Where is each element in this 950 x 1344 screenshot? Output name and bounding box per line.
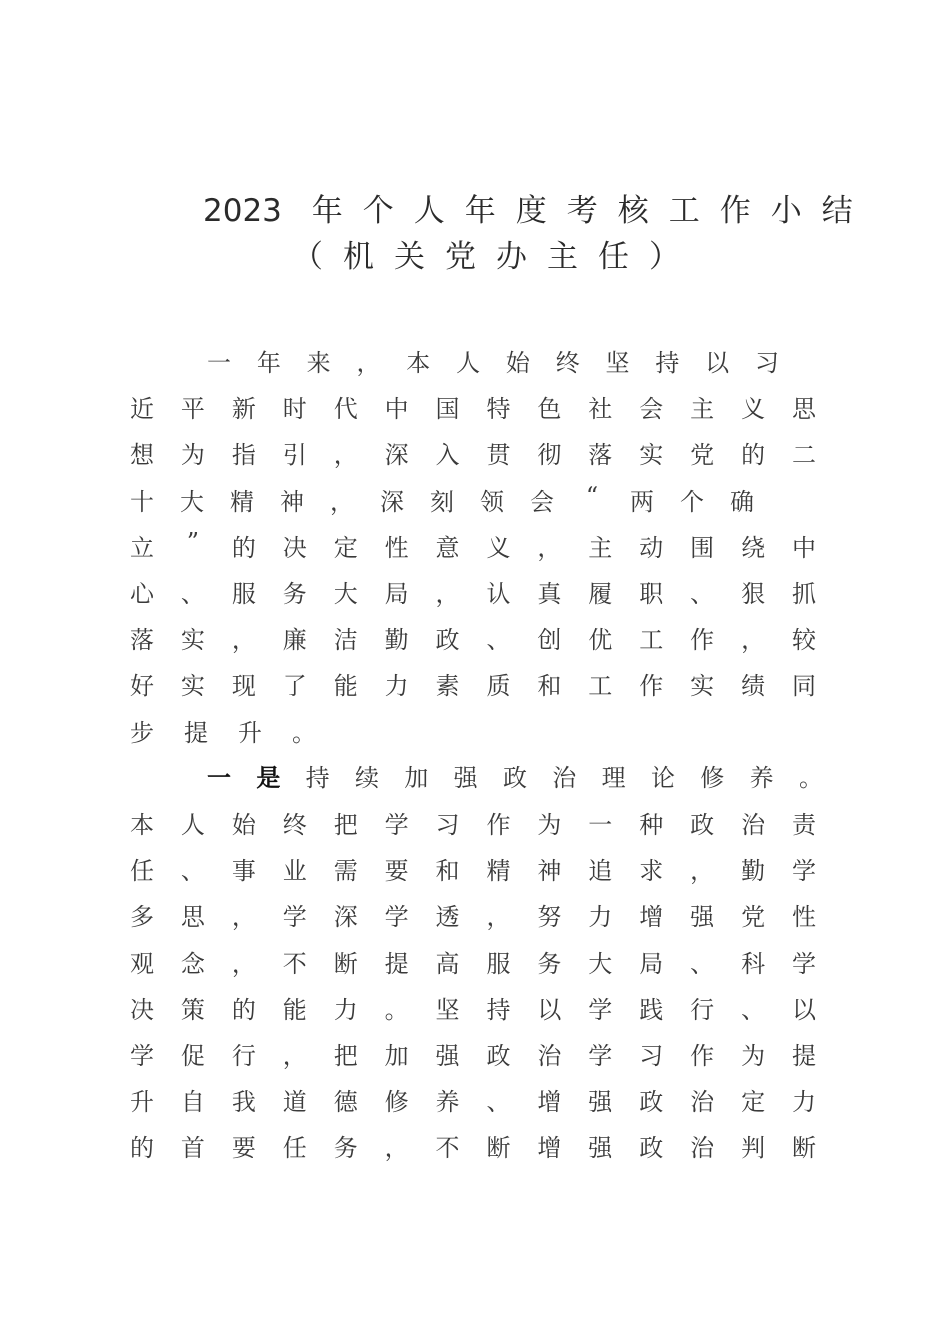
text-line: 升 自 我 道 德 修 养 、 增 强 政 治 定 力 bbox=[130, 1088, 816, 1116]
text-line: 立 ” 的 决 定 性 意 义 ， 主 动 围 绕 中 bbox=[130, 528, 816, 562]
text-line: 决 策 的 能 力 。 坚 持 以 学 践 行 、 以 bbox=[130, 996, 816, 1024]
title-year: 2023 bbox=[203, 193, 282, 229]
text-line: 学 促 行 ， 把 加 强 政 治 学 习 作 为 提 bbox=[130, 1042, 816, 1070]
text-line: 任 、 事 业 需 要 和 精 神 追 求 ， 勤 学 bbox=[130, 857, 816, 885]
text-line: 好 实 现 了 能 力 素 质 和 工 作 实 绩 同 bbox=[130, 672, 816, 700]
text-line: 本 人 始 终 把 学 习 作 为 一 种 政 治 责 bbox=[130, 811, 816, 839]
text-line: 心 、 服 务 大 局 ， 认 真 履 职 、 狠 抓 bbox=[130, 580, 816, 608]
document-title bbox=[203, 185, 873, 230]
document-subtitle: （机关党办主任） bbox=[292, 239, 700, 275]
text-line: 落 实 ， 廉 洁 勤 政 、 创 优 工 作 ， 较 bbox=[130, 626, 816, 654]
text-line: 近 平 新 时 代 中 国 特 色 社 会 主 义 思 bbox=[130, 395, 816, 423]
text-line: 观 念 ， 不 断 提 高 服 务 大 局 、 科 学 bbox=[130, 950, 816, 978]
text-line: 一 是 持 续 加 强 政 治 理 论 修 养 。 bbox=[207, 763, 823, 792]
text-line: 的 首 要 任 务 ， 不 断 增 强 政 治 判 断 bbox=[130, 1134, 816, 1162]
text-line: 想 为 指 引 ， 深 入 贯 彻 落 实 党 的 二 bbox=[130, 441, 816, 469]
text-line: 一 年 来 ， 本 人 始 终 坚 持 以 习 bbox=[207, 349, 779, 377]
title-text: 年个人年度考核工作小结 bbox=[311, 193, 873, 229]
text-line: 十 大 精 神 ， 深 刻 领 会 “ 两 个 确 bbox=[130, 482, 754, 516]
text-line: 步 提 升 。 bbox=[130, 719, 316, 747]
text-line: 多 思 ， 学 深 学 透 ， 努 力 增 强 党 性 bbox=[130, 903, 816, 931]
